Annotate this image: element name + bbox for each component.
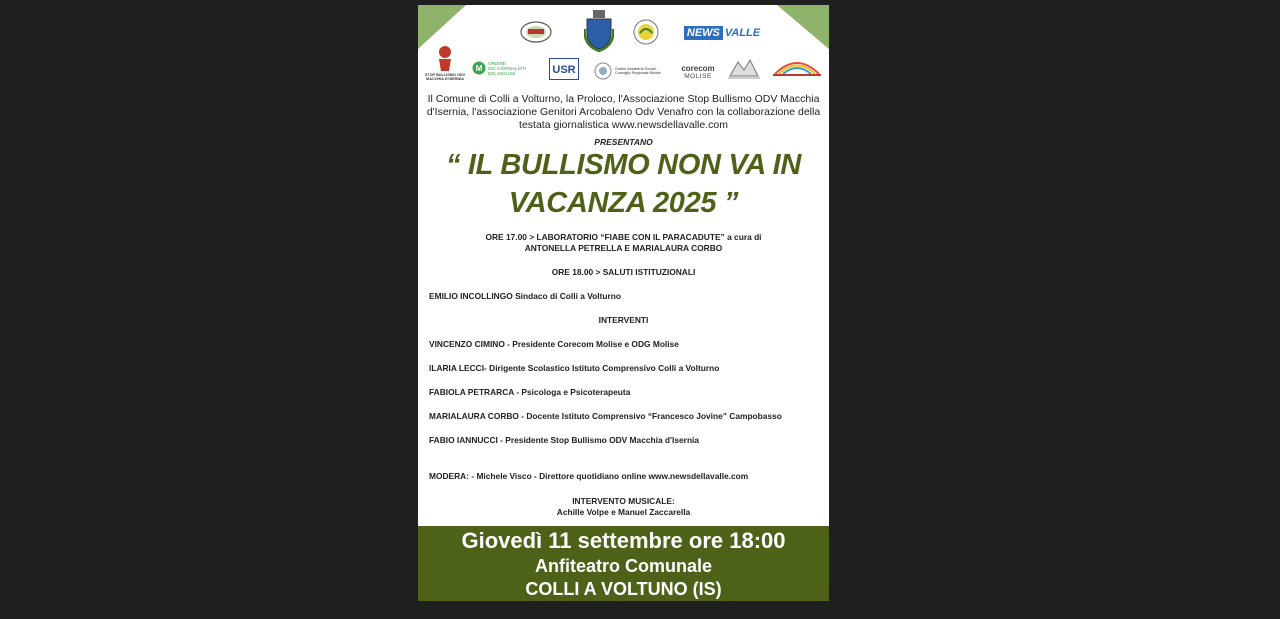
genitori-arcobaleno-logo [630,19,662,45]
speaker-line: VINCENZO CIMINO - Presidente Corecom Molise e ODG Molise [429,339,679,349]
event-town: COLLI A VOLTUNO (IS) [525,579,722,599]
musicale-title: INTERVENTO MUSICALE: [572,496,675,506]
speaker-line: FABIOLA PETRARCA - Psicologa e Psicoterapeuta [429,387,631,397]
odg-icon [472,61,486,75]
intro-text: Il Comune di Colli a Volturno, la Proloco, l'Associazione Stop Bullismo ODV Macchia d'Isernia, l'associazione Genitori Arcobaleno Odv Venafro con la collaborazione della testata giornalistica www.newsdellavalle.com [426,93,821,131]
event-title [418,146,829,222]
stop-bullismo-line1: STOP BULLISMO ODV [424,72,466,77]
comune-crest-logo [582,8,616,54]
musicale-names: Achille Volpe e Manuel Zaccarella [556,507,691,517]
stop-bullismo-line2: MACCHIA D'ISERNIA [426,77,464,81]
saluti-line: ORE 18.00 > SALUTI ISTITUZIONALI [551,267,696,277]
news-valle-logo [680,23,764,43]
event-title-line2: VACANZA 2025 ” [508,187,739,219]
ente-logo [724,55,764,83]
sindaco-line: EMILIO INCOLLINGO Sindaco di Colli a Volturno [429,291,622,301]
assistenti-sociali-label: Ordine Assistenti Sociali · Consiglio Regionale Molise [615,66,661,75]
lab-line-2: ANTONELLA PETRELLA E MARIALAURA CORBO [524,243,723,253]
news-valle-valle: VALLE [724,27,761,39]
odg-line2: DEI GIORNALISTI [488,65,527,71]
stop-bullismo-logo [421,41,469,85]
svg-text:M: M [475,64,483,73]
event-title-line1: “ IL BULLISMO NON VA IN [445,149,802,181]
odg-line3: DEL MOLISE [488,70,516,76]
corner-decoration-right [777,5,829,49]
lab-line-1: ORE 17.00 > LABORATORIO “FIABE CON IL PARACADUTE” a cura di [485,232,762,242]
speaker-line: MARIALAURA CORBO - Docente Istituto Comprensivo “Francesco Jovine” Campobasso [429,411,782,421]
speaker-line: FABIO IANNUCCI - Presidente Stop Bullismo ODV Macchia d'Isernia [429,435,700,445]
arcobaleno-logo [768,53,826,79]
modera-line: MODERA: - Michele Visco - Direttore quotidiano online www.newsdellavalle.com [429,471,749,481]
interventi-heading: INTERVENTI [598,315,649,325]
event-venue: Anfiteatro Comunale [534,556,712,576]
odg-line1: ORDINE [488,60,506,66]
event-footer [418,526,829,601]
event-date: Giovedì 11 settembre ore 18:00 [461,528,786,553]
usr-logo [548,55,580,83]
event-poster [418,5,829,601]
stop-bullismo-icon [435,45,455,73]
corecom-bottom: MOLISE [684,73,712,80]
speaker-line: ILARIA LECCI- Dirigente Scolastico Istituto Comprensivo Colli a Volturno [429,363,720,373]
presentano-label: PRESENTANO [594,137,653,147]
assistenti-sociali-icon [594,62,612,80]
corecom-top: corecom [681,64,715,73]
news-valle-news: NEWS [684,26,723,40]
corecom-logo [676,61,720,83]
usr-text: USR [552,64,576,76]
ordine-giornalisti-logo [472,55,542,81]
proloco-logo [518,19,554,45]
ordine-assistenti-sociali-logo [594,60,668,82]
